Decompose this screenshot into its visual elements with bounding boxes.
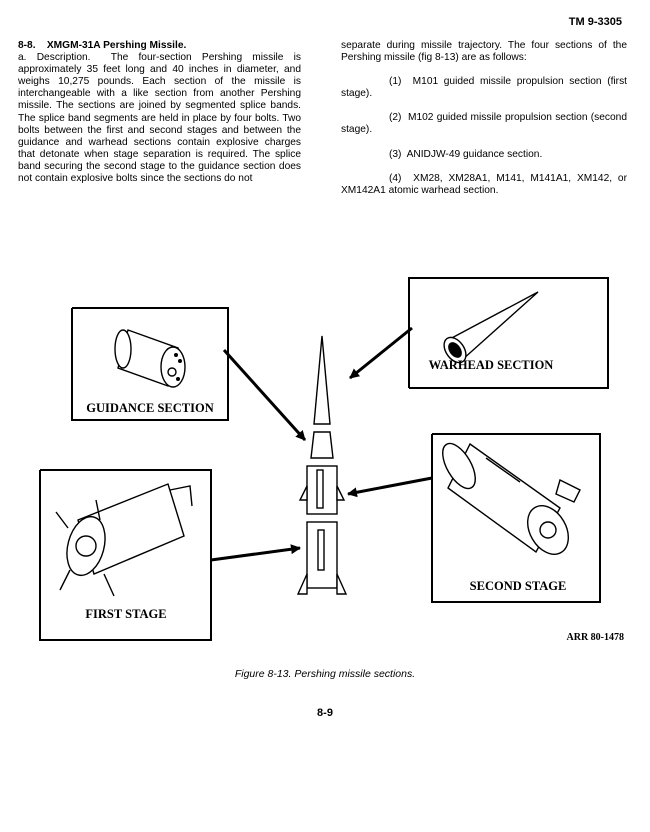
section-title: XMGM-31A Pershing Missile. [46, 40, 187, 51]
first-stage-label: FIRST STAGE [85, 607, 167, 621]
list-item [341, 149, 627, 161]
guidance-section-label: GUIDANCE SECTION [86, 401, 214, 415]
description-body: The four-section Pershing missile is approximately 35 feet long and 40 inches in diameter, and weighs 10,275 pounds. Each section of the missile is interchangeable with a like section from another Pershing missile. The sections are joined by segmented splice bands. The splice band segments are held in place by four bolts. Two bolts between the first and second stages and between the guidance and warhead sections contain explosive charges that detonate when stage separation is required. The splice band securing the second stage to the guidance section does not contain explosive bolts since the sections do not [18, 52, 301, 185]
second-stage-label: SECOND STAGE [469, 579, 567, 593]
list-item-number: (1) [389, 76, 402, 88]
list-item [341, 112, 627, 136]
warhead-section-panel [409, 278, 608, 388]
guidance-illustration [115, 330, 185, 387]
list-item [341, 173, 627, 197]
section-heading [18, 40, 301, 52]
list-item-number: (3) [389, 148, 402, 160]
warhead-section-label: WARHEAD SECTION [428, 358, 554, 372]
first-stage-panel [40, 470, 211, 640]
description-label: a. Description. [18, 52, 91, 64]
pershing-missile-figure [0, 260, 650, 660]
page-number: 8-9 [317, 707, 333, 719]
guidance-section-panel [72, 308, 228, 420]
list-item-text: XM28, XM28A1, M141, M141A1, XM142, or XM142A1 atomic warhead section. [341, 172, 627, 196]
second-stage-panel [432, 434, 600, 602]
sections-intro: separate during missile trajectory. The four sections of the Pershing missile (fig 8-13) are as follows: [341, 40, 627, 64]
artwork-code: ARR 80-1478 [566, 632, 624, 643]
missile-assembly-illustration [298, 336, 346, 594]
list-item-text: ANIDJW-49 guidance section. [406, 148, 543, 160]
list-item-text: M101 guided missile propulsion section (first stage). [341, 76, 627, 100]
left-column [18, 40, 301, 185]
description-paragraph [18, 52, 301, 185]
list-item [341, 76, 627, 100]
list-item-number: (2) [389, 112, 402, 124]
list-item-number: (4) [389, 172, 402, 184]
warhead-illustration [440, 292, 538, 367]
right-column [341, 40, 627, 197]
section-number: 8-8. [18, 40, 36, 51]
first-stage-illustration [56, 484, 192, 596]
figure-caption: Figure 8-13. Pershing missile sections. [234, 668, 416, 680]
list-item-text: M102 guided missile propulsion section (second stage). [341, 112, 627, 136]
second-stage-illustration [436, 438, 580, 561]
document-code: TM 9-3305 [568, 16, 622, 28]
